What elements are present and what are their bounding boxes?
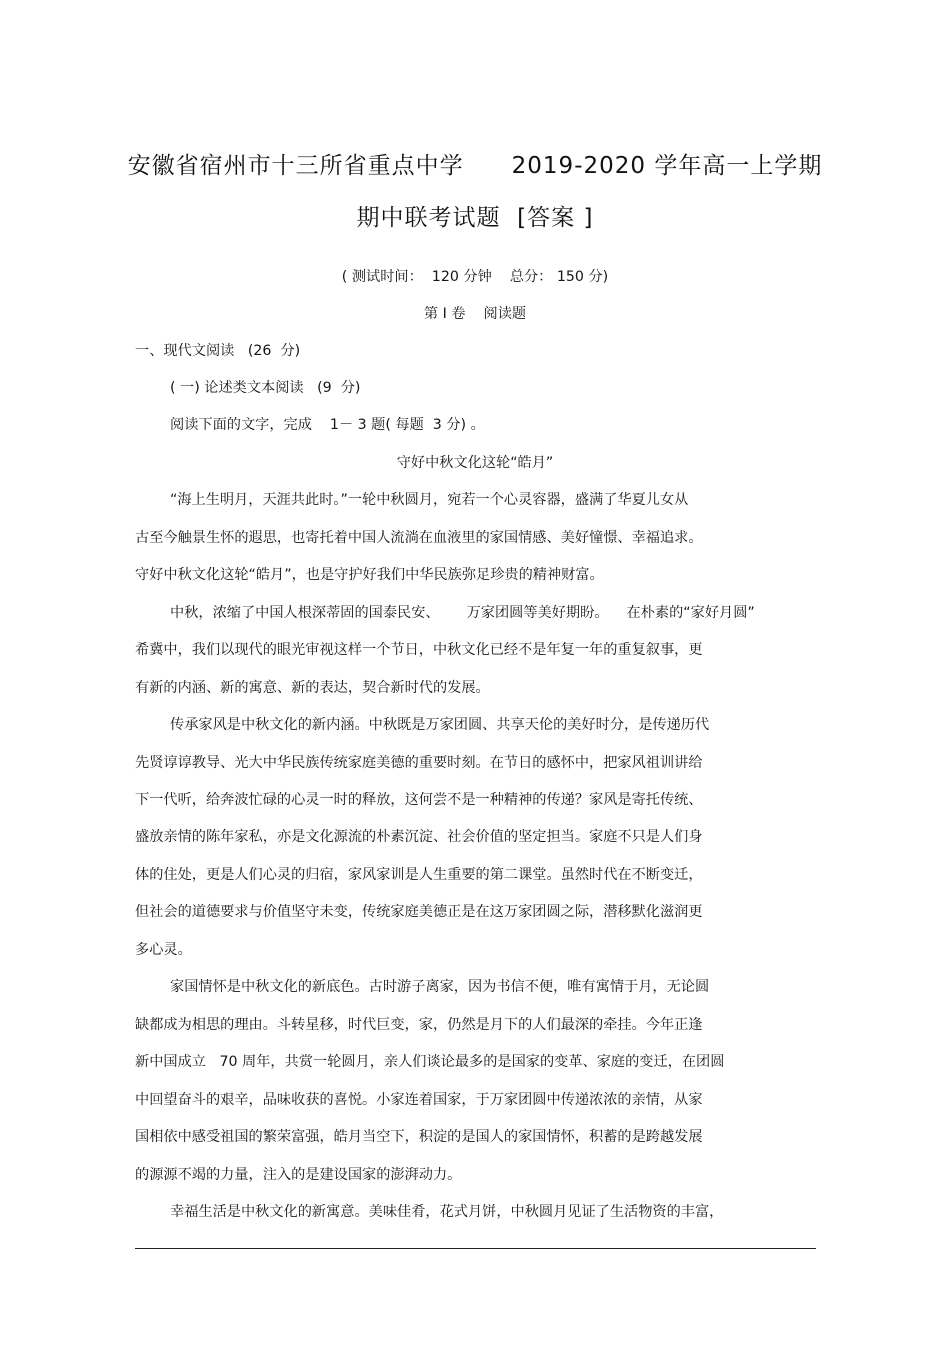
paragraph-line: 的源源不竭的力量，注入的是建设国家的澎湃动力。 bbox=[135, 1167, 462, 1183]
paragraph-line: 国相依中感受祖国的繁荣富强，皓月当空下，积淀的是国人的家国情怀，积蓄的是跨越发展 bbox=[135, 1129, 703, 1145]
paragraph-line: 守好中秋文化这轮“皓月”，也是守护好我们中华民族弥足珍贵的精神财富。 bbox=[135, 567, 604, 583]
paragraph-line: 但社会的道德要求与价值坚守未变，传统家庭美德正是在这万家团圆之际，潜移默化滋润更 bbox=[135, 904, 703, 920]
paragraph-line: “海上生明月，天涯共此时。”一轮中秋圆月，宛若一个心灵容器，盛满了华夏儿女从 bbox=[170, 492, 689, 508]
article-title: 守好中秋文化这轮“皓月” bbox=[396, 455, 554, 471]
footer-divider bbox=[135, 1248, 816, 1249]
subsection-heading: ( 一) 论述类文本阅读 (9 分) bbox=[170, 380, 361, 396]
paragraph-line: 中秋，浓缩了中国人根深蒂固的国泰民安、 万家团圆等美好期盼。 在朴素的“家好月圆” bbox=[170, 605, 755, 621]
paragraph-line: 体的住处，更是人们心灵的归宿，家风家训是人生重要的第二课堂。虽然时代在不断变迁， bbox=[135, 867, 703, 883]
paragraph-line: 家国情怀是中秋文化的新底色。古时游子离家，因为书信不便，唯有寓情于月，无论圆 bbox=[170, 979, 710, 995]
paragraph-line: 传承家风是中秋文化的新内涵。中秋既是万家团圆、共享天伦的美好时分，是传递历代 bbox=[170, 717, 710, 733]
paragraph-line: 下一代听，给奔波忙碌的心灵一时的释放，这何尝不是一种精神的传递？家风是寄托传统、 bbox=[135, 792, 703, 808]
paragraph-line: 盛放亲情的陈年家私，亦是文化源流的朴素沉淀、社会价值的坚定担当。家庭不只是人们身 bbox=[135, 829, 703, 845]
section-heading: 一、现代文阅读 (26 分) bbox=[135, 343, 301, 359]
paragraph-line: 先贤谆谆教导、光大中华民族传统家庭美德的重要时刻。在节日的感怀中，把家风祖训讲给 bbox=[135, 755, 703, 771]
document-title-line-2: 期中联考试题 [答案 ] bbox=[356, 205, 594, 231]
paragraph-line: 有新的内涵、新的寓意、新的表达，契合新时代的发展。 bbox=[135, 680, 490, 696]
paragraph-line: 多心灵。 bbox=[135, 942, 192, 958]
instruction-text: 阅读下面的文字，完成 1－ 3 题( 每题 3 分) 。 bbox=[170, 417, 485, 433]
paragraph-line: 中回望奋斗的艰辛，品味收获的喜悦。小家连着国家，于万家团圆中传递浓浓的亲情，从家 bbox=[135, 1092, 703, 1108]
exam-info: ( 测试时间： 120 分钟 总分： 150 分) bbox=[341, 269, 609, 285]
paragraph-line: 新中国成立 70 周年，共赏一轮圆月，亲人们谈论最多的是国家的变革、家庭的变迁，在团圆 bbox=[135, 1054, 725, 1070]
paragraph-line: 古至今触景生怀的遐思，也寄托着中国人流淌在血液里的家国情感、美好憧憬、幸福追求。 bbox=[135, 530, 703, 546]
volume-heading: 第 Ⅰ 卷 阅读题 bbox=[423, 306, 527, 322]
paragraph-line: 希冀中，我们以现代的眼光审视这样一个节日，中秋文化已经不是年复一年的重复叙事，更 bbox=[135, 642, 703, 658]
paragraph-line: 缺都成为相思的理由。斗转星移，时代巨变，家，仍然是月下的人们最深的牵挂。今年正逢 bbox=[135, 1017, 703, 1033]
paragraph-line: 幸福生活是中秋文化的新寓意。美味佳肴，花式月饼，中秋圆月见证了生活物资的丰富， bbox=[170, 1204, 724, 1220]
document-title-line-1: 安徽省宿州市十三所省重点中学 2019-2020 学年高一上学期 bbox=[127, 153, 823, 179]
